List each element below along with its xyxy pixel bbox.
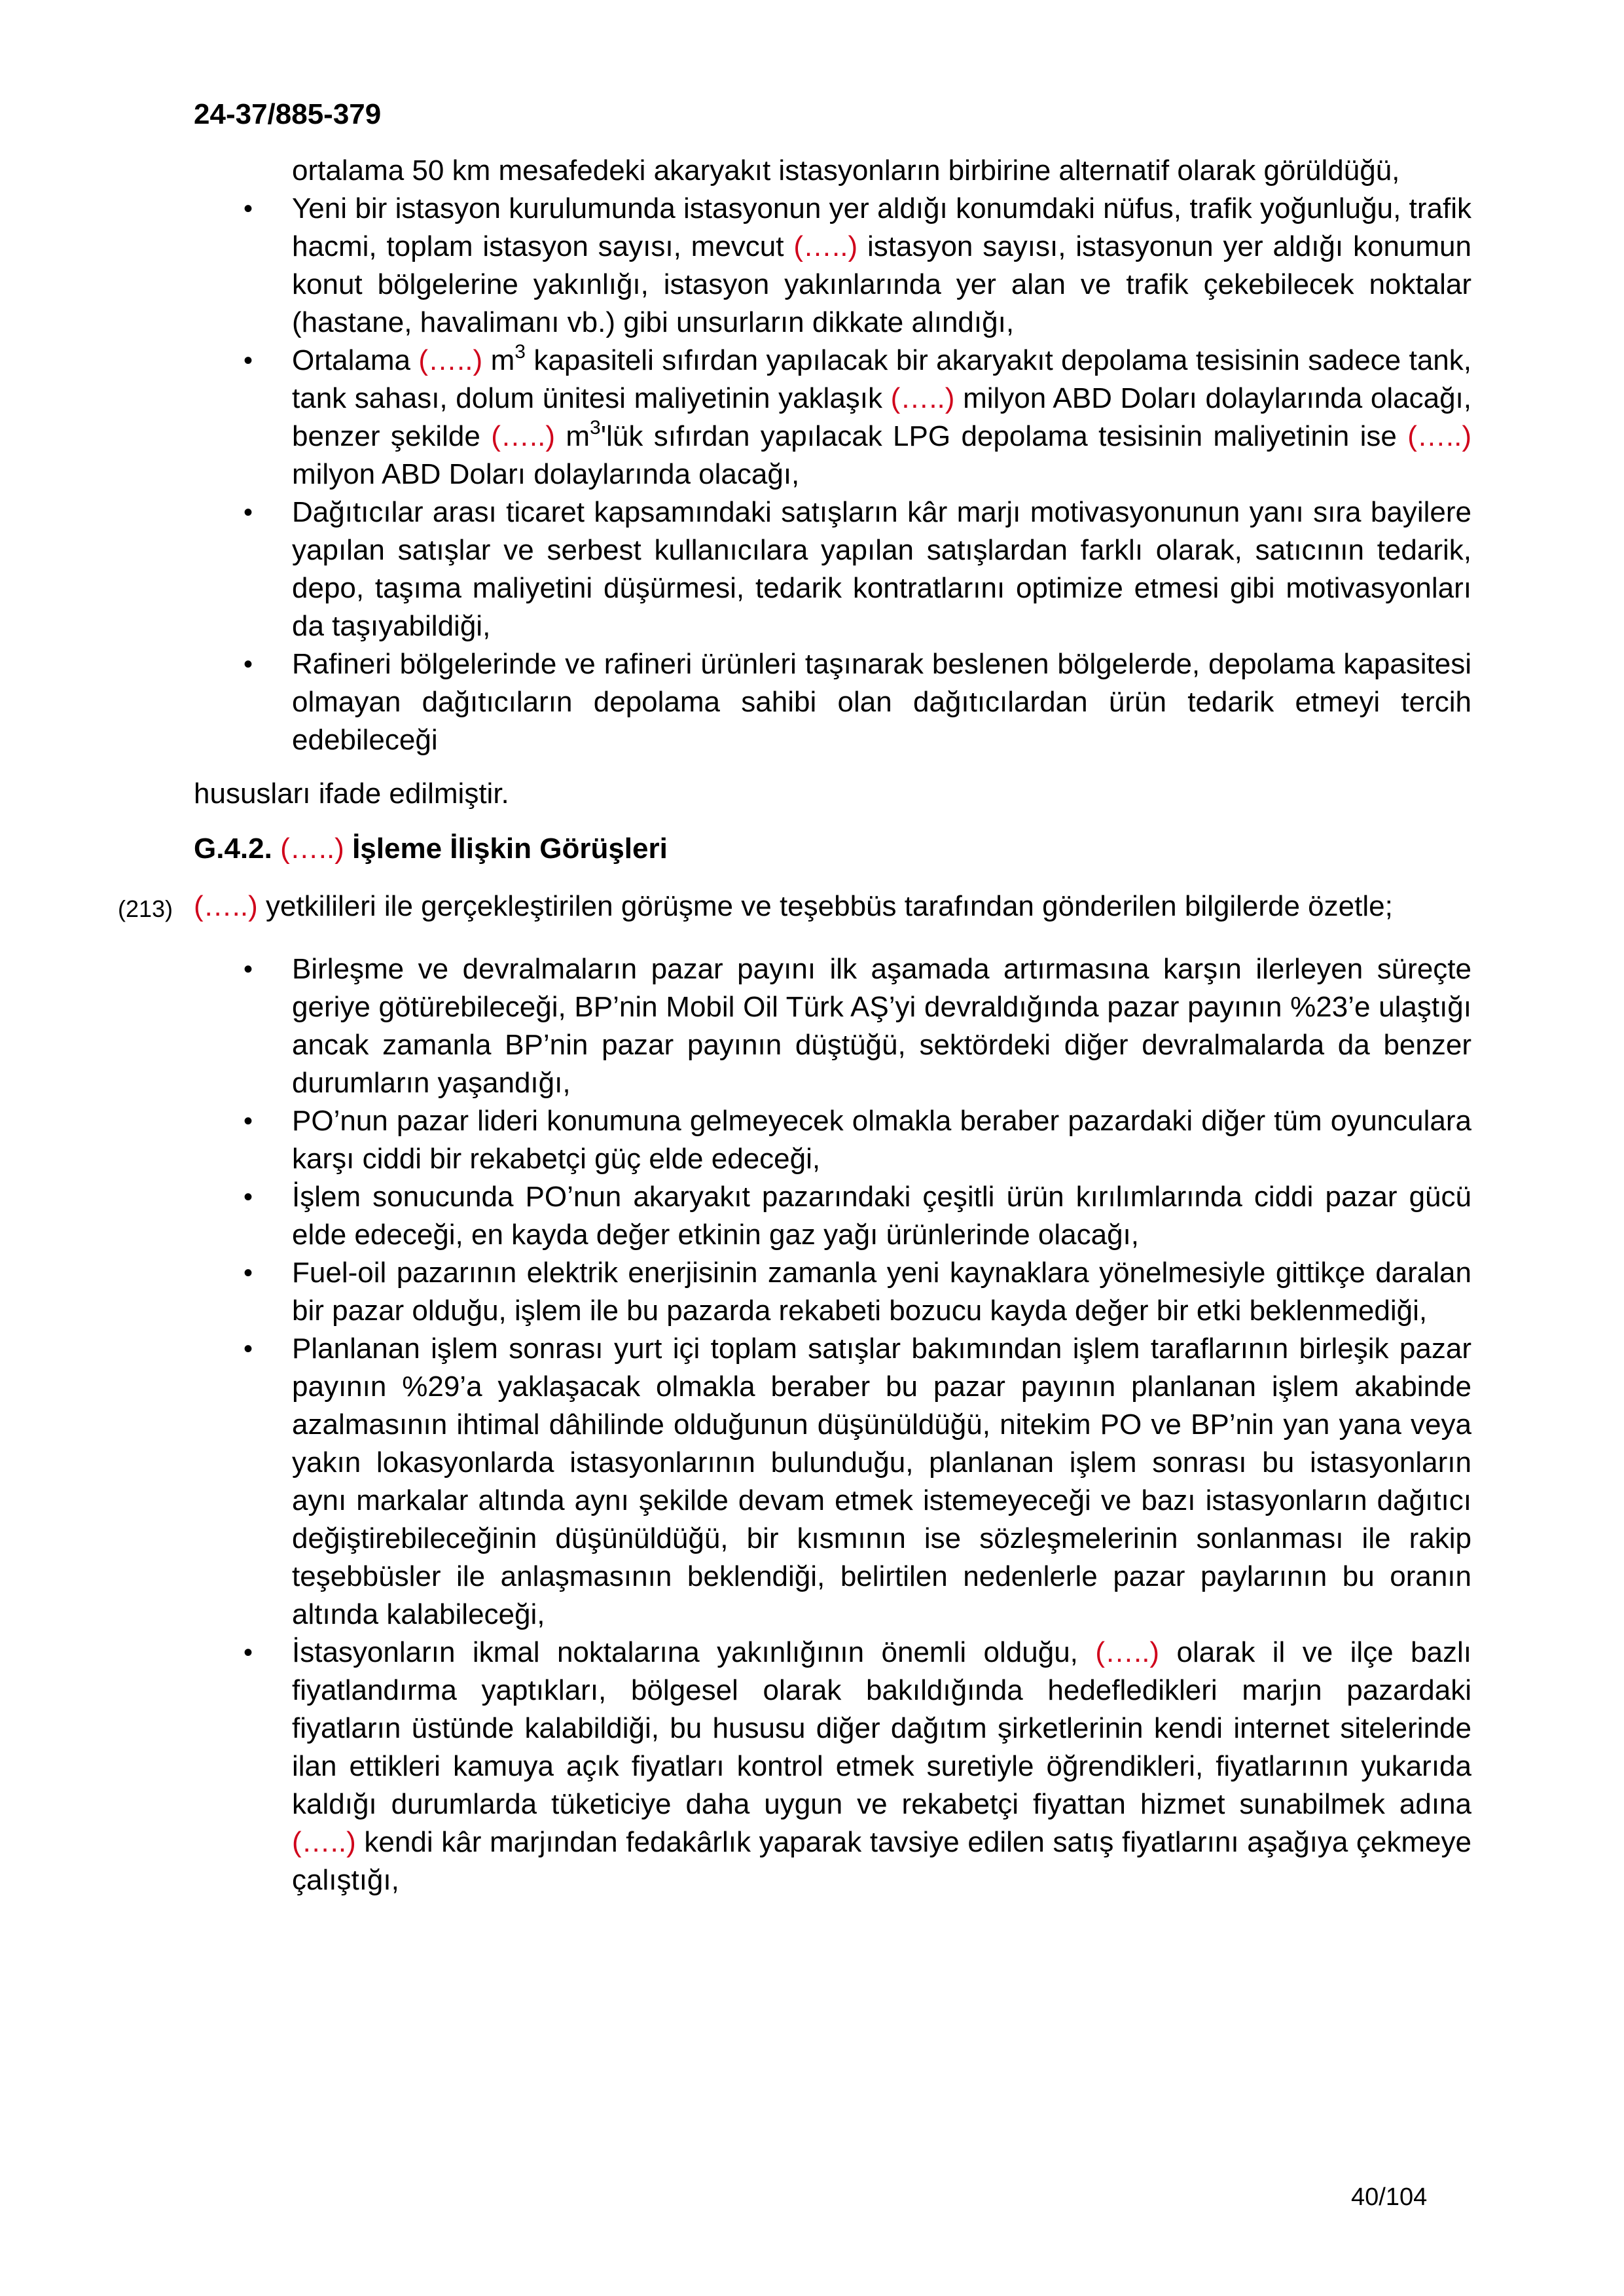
list-item-text: 'lük sıfırdan yapılacak LPG depolama tesisinin maliyetinin ise: [600, 420, 1408, 452]
page-content: [118, 152, 1471, 1899]
list-item-text: m: [555, 420, 590, 452]
bullet-icon: •: [244, 1335, 253, 1363]
list-item-text: kendi kâr marjından fedakârlık yaparak tavsiye edilen satış fiyatlarını aşağıya çekmeye çalıştığı,: [292, 1826, 1471, 1896]
bullet-icon: •: [244, 650, 253, 679]
redacted-marker: (…..): [793, 230, 858, 262]
redacted-marker: (…..): [1407, 420, 1471, 452]
section-heading: [194, 830, 1471, 868]
bullet-icon: •: [244, 346, 253, 375]
redacted-marker: (…..): [890, 382, 955, 414]
list-item: [244, 493, 1471, 645]
bullet-icon: •: [244, 1638, 253, 1667]
redacted-marker: (…..): [292, 1826, 356, 1858]
list-item-text: milyon ABD Doları dolaylarında olacağı, benzer şekilde: [292, 382, 1471, 452]
list-item: [244, 645, 1471, 759]
list-item: [244, 1254, 1471, 1330]
redacted-marker: (…..): [491, 420, 555, 452]
list-item-text: m: [482, 344, 515, 376]
bullet-icon: •: [244, 194, 253, 223]
list-item-text: milyon ABD Doları dolaylarında olacağı,: [292, 458, 800, 490]
paragraph-213: [118, 888, 1471, 925]
document-reference-number: 24-37/885-379: [194, 98, 382, 130]
closing-statement: hususları ifade edilmiştir.: [194, 778, 509, 810]
redacted-marker: (…..): [1095, 1636, 1160, 1668]
opinions-list: [194, 950, 1471, 1899]
bullet-icon: •: [244, 955, 253, 984]
list-item-text: İstasyonların ikmal noktalarına yakınlığının önemli olduğu,: [292, 1636, 1096, 1668]
list-item-text: Rafineri bölgelerinde ve rafineri ürünleri taşınarak beslenen bölgelerde, depolama kapasitesi olmayan dağıtıcıların depolama sahibi olan dağıtıcılardan ürün tedarik etmeyi tercih edebileceği: [292, 648, 1471, 756]
section-number: G.4.2.: [194, 833, 272, 865]
redacted-marker: (…..): [194, 890, 258, 922]
list-item-text: istasyon sayısı, istasyonun yer aldığı konumun konut bölgelerine yakınlığı, istasyon yakınlarında yer alan ve trafik çekebilecek noktalar (hastane, havalimanı vb.) gibi unsurların dikkate alındığı,: [292, 230, 1471, 338]
bullet-icon: •: [244, 1183, 253, 1211]
list-item-text: Yeni bir istasyon kurulumunda istasyonun yer aldığı konumdaki nüfus, trafik yoğunluğu, trafik hacmi, toplam istasyon sayısı, mevcut: [292, 192, 1471, 262]
paragraph-text: yetkilileri ile gerçekleştirilen görüşme ve teşebbüs tarafından gönderilen bilgilerde özetle;: [257, 890, 1393, 922]
list-item-text: Dağıtıcılar arası ticaret kapsamındaki satışların kâr marjı motivasyonunun yanı sıra bayilere yapılan satışlar ve serbest kullanıcılara yapılan satışlardan farklı olarak, satıcının tedarik, depo, taşıma maliyetini düşürmesi, tedarik kontratlarını optimize etmesi gibi motivasyonları da taşıyabildiği,: [292, 496, 1471, 642]
list-item-text: Birleşme ve devralmaların pazar payını ilk aşamada artırmasına karşın ilerleyen süreçte geriye götürebileceği, BP’nin Mobil Oil Türk AŞ’yi devraldığında pazar payının %23’e ulaştığı ancak zamanla BP’nin pazar payının düştüğü, sektördeki diğer devralmalarda da benzer durumların yaşandığı,: [292, 953, 1471, 1099]
list-item: [244, 190, 1471, 342]
list-item-text: Fuel-oil pazarının elektrik enerjisinin zamanla yeni kaynaklara yönelmesiyle gittikçe daralan bir pazar olduğu, işlem ile bu pazarda rekabeti bozucu kayda değer bir etki beklenmediği,: [292, 1257, 1471, 1327]
paragraph-number: (213): [118, 895, 173, 922]
superscript: 3: [590, 417, 601, 439]
list-item-text: İşlem sonucunda PO’nun akaryakıt pazarındaki çeşitli ürün kırılımlarında ciddi pazar gücü elde edeceği, en kayda değer etkinin gaz yağı ürünlerinde olacağı,: [292, 1181, 1471, 1251]
list-item: [244, 1102, 1471, 1178]
redacted-marker: (…..): [280, 833, 344, 865]
list-item-text: Planlanan işlem sonrası yurt içi toplam satışlar bakımından işlem taraflarının birleşik pazar payının %29’a yaklaşacak olmakla beraber bu pazar payının planlanan işlem akabinde azalmasının ihtimal dâhilinde olduğunun düşünüldüğü, nitekim PO ve BP’nin yan yana veya yakın lokasyonlarda istasyonlarının bulunduğu, planlanan işlem sonrası bu istasyonların aynı markalar altında aynı şekilde devam etmek istemeyeceği ve bazı istasyonların dağıtıcı değiştirebileceğinin düşünüldüğü, bir kısmının ise sözleşmelerinin sonlanması ile rakip teşebbüsler ile anlaşmasının beklendiği, belirtilen nedenlerle pazar paylarının bu oranın altında kalabileceği,: [292, 1333, 1471, 1630]
list-item: [244, 1178, 1471, 1254]
page-number: 40/104: [1351, 2183, 1428, 2211]
intro-continuation: ortalama 50 km mesafedeki akaryakıt istasyonların birbirine alternatif olarak görüldüğü,: [292, 154, 1400, 187]
list-item-text: kapasiteli sıfırdan yapılacak bir akaryakıt depolama tesisinin sadece tank, tank sahası, dolum ünitesi maliyetinin yaklaşık: [292, 344, 1471, 414]
superscript: 3: [514, 341, 526, 363]
list-item-text: Ortalama: [292, 344, 419, 376]
list-item: [244, 1634, 1471, 1899]
section-title: İşleme İlişkin Görüşleri: [352, 833, 668, 865]
criteria-list: [194, 190, 1471, 759]
list-item-text: PO’nun pazar lideri konumuna gelmeyecek olmakla beraber pazardaki diğer tüm oyunculara karşı ciddi bir rekabetçi güç elde edeceği,: [292, 1105, 1471, 1175]
list-item: [244, 1330, 1471, 1634]
bullet-icon: •: [244, 1259, 253, 1287]
list-item: [244, 341, 1471, 493]
list-item-text: olarak il ve ilçe bazlı fiyatlandırma yaptıkları, bölgesel olarak bakıldığında hedefledikleri marjın pazardaki fiyatların üstünde kalabildiği, bu hususu diğer dağıtım şirketlerinin kendi internet sitelerinde ilan ettikleri kamuya açık fiyatları kontrol etmek suretiyle öğrendikleri, fiyatlarının yukarıda kaldığı durumlarda tüketiciye daha uygun ve rekabetçi fiyattan hizmet sunabilmek adına: [292, 1636, 1471, 1820]
bullet-icon: •: [244, 1107, 253, 1136]
redacted-marker: (…..): [418, 344, 483, 376]
list-item: [244, 950, 1471, 1102]
bullet-icon: •: [244, 498, 253, 527]
